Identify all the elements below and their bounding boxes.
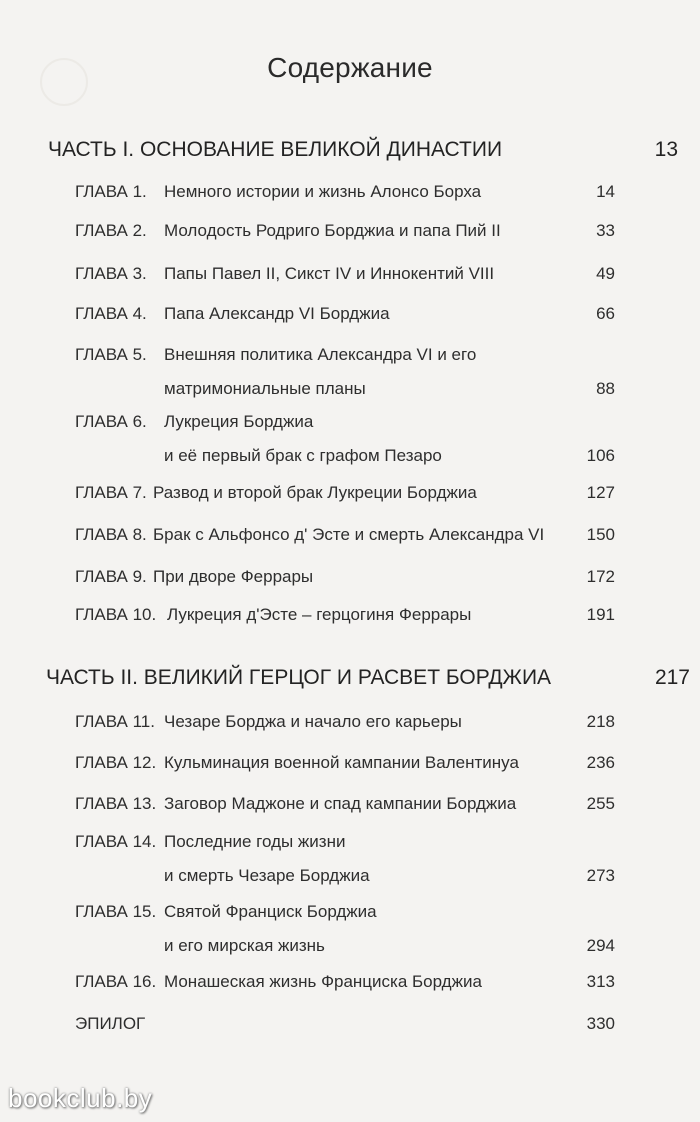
chapter-label: ГЛАВА 6. xyxy=(75,412,147,431)
epilogue-page: 330 xyxy=(586,1014,615,1033)
part-1-label: ЧАСТЬ I. ОСНОВАНИЕ ВЕЛИКОЙ ДИНАСТИИ xyxy=(48,138,503,161)
chapter-title: Заговор Маджоне и спад кампании Борджиа xyxy=(164,794,517,813)
chapter-label: ГЛАВА 5. xyxy=(75,345,147,364)
chapter-label: ГЛАВА 8. xyxy=(75,525,147,544)
chapter-page: 106 xyxy=(586,446,615,465)
chapter-label: ГЛАВА 13. xyxy=(75,794,157,813)
chapter-page: 66 xyxy=(596,304,615,323)
part-2-label: ЧАСТЬ II. ВЕЛИКИЙ ГЕРЦОГ И РАСВЕТ БОРДЖИА xyxy=(46,666,552,689)
part-1-heading xyxy=(48,138,678,162)
part-2-heading xyxy=(46,666,690,690)
chapter-page: 218 xyxy=(586,712,615,731)
chapter-label: ГЛАВА 9. xyxy=(75,567,147,586)
chapter-title: Брак с Альфонсо д' Эсте и смерть Александра VI xyxy=(153,525,545,544)
chapter-label: ГЛАВА 2. xyxy=(75,221,147,240)
chapter-page: 88 xyxy=(596,379,615,398)
chapter-label: ГЛАВА 1. xyxy=(75,182,147,201)
chapter-title-continued: и его мирская жизнь xyxy=(164,936,325,955)
chapter-title: Папы Павел II, Сикст IV и Иннокентий VIII xyxy=(164,264,495,283)
chapter-page: 33 xyxy=(596,221,615,240)
chapter-title: Чезаре Борджа и начало его карьеры xyxy=(164,712,462,731)
chapter-page: 127 xyxy=(586,483,615,502)
chapter-label: ГЛАВА 7. xyxy=(75,483,147,502)
chapter-page: 49 xyxy=(596,264,615,283)
part-1-page: 13 xyxy=(654,138,678,161)
chapter-page: 191 xyxy=(586,605,615,624)
chapter-label: ГЛАВА 4. xyxy=(75,304,147,323)
chapter-title: Лукреция д'Эсте – герцогиня Феррары xyxy=(167,605,472,624)
chapter-label: ГЛАВА 10. xyxy=(75,605,157,624)
chapter-page: 236 xyxy=(586,753,615,772)
chapter-title-continued: и смерть Чезаре Борджиа xyxy=(164,866,370,885)
chapter-title: Немного истории и жизнь Алонсо Борха xyxy=(164,182,482,201)
chapter-title-continued: матримониальные планы xyxy=(164,379,366,398)
chapter-title: Последние годы жизни xyxy=(164,832,346,851)
chapter-page: 14 xyxy=(596,182,615,201)
chapter-title-continued: и её первый брак с графом Пезаро xyxy=(164,446,442,465)
chapter-page: 273 xyxy=(586,866,615,885)
chapter-page: 172 xyxy=(586,567,615,586)
site-watermark: bookclub.by xyxy=(8,1083,153,1113)
chapter-title: При дворе Феррары xyxy=(153,567,314,586)
chapter-title: Лукреция Борджиа xyxy=(164,412,314,431)
chapter-label: ГЛАВА 12. xyxy=(75,753,157,772)
chapter-page: 313 xyxy=(586,972,615,991)
chapter-label: ГЛАВА 11. xyxy=(75,712,155,731)
chapter-page: 150 xyxy=(586,525,615,544)
chapter-label: ГЛАВА 15. xyxy=(75,902,157,921)
chapter-page: 255 xyxy=(586,794,615,813)
chapter-title: Папа Александр VI Борджиа xyxy=(164,304,390,323)
chapter-title: Кульминация военной кампании Валентинуа xyxy=(164,753,519,772)
chapter-title: Развод и второй брак Лукреции Борджиа xyxy=(153,483,477,502)
page-title: Содержание xyxy=(267,52,433,83)
chapter-title: Внешняя политика Александра VI и его xyxy=(164,345,477,364)
chapter-label: ГЛАВА 3. xyxy=(75,264,147,283)
chapter-title: Молодость Родриго Борджиа и папа Пий II xyxy=(164,221,501,240)
chapter-title: Монашеская жизнь Франциска Борджиа xyxy=(164,972,482,991)
chapter-label: ГЛАВА 14. xyxy=(75,832,157,851)
epilogue-label: ЭПИЛОГ xyxy=(75,1014,146,1033)
chapter-title: Святой Франциск Борджиа xyxy=(164,902,377,921)
chapter-label: ГЛАВА 16. xyxy=(75,972,157,991)
chapter-page: 294 xyxy=(586,936,615,955)
part-2-page: 217 xyxy=(654,666,690,689)
